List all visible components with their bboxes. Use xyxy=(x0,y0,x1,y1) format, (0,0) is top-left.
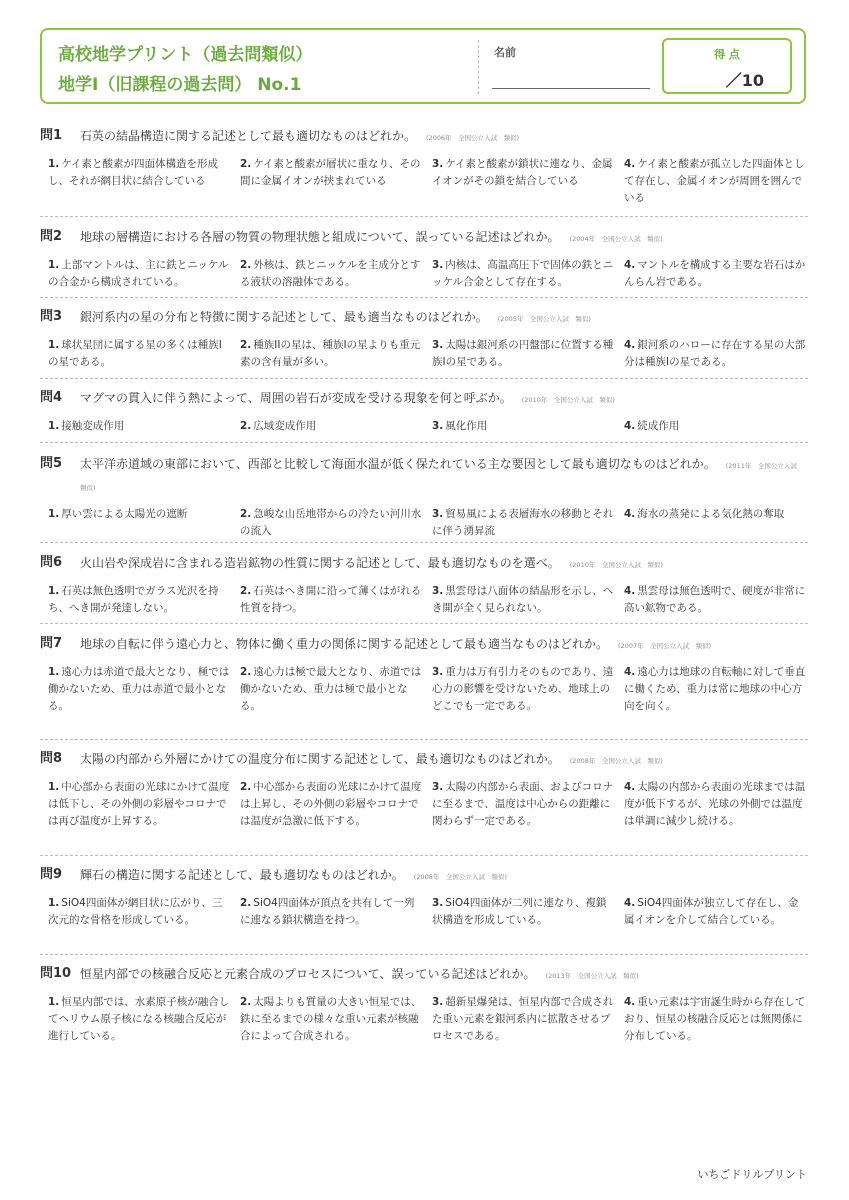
option-text: SiO4四面体が頂点を共有して一列に連なる鎖状構造を持つ。 xyxy=(240,897,415,926)
answer-option[interactable] xyxy=(432,337,614,371)
answer-option[interactable] xyxy=(432,895,614,929)
option-number: 2. xyxy=(240,781,252,793)
question-text: 石英の結晶構造に関する記述として最も適切なものはどれか。 xyxy=(80,129,417,143)
answer-option[interactable] xyxy=(48,994,230,1045)
option-text: 銀河系のハローに存在する星の大部分は種族Iの星である。 xyxy=(624,339,806,368)
option-number: 2. xyxy=(240,158,252,170)
option-text: 超新星爆発は、恒星内部で合成された重い元素を銀河系内に拡散させるプロセスである。 xyxy=(432,996,614,1042)
question-text: マグマの貫入に伴う熱によって、周囲の岩石が変成を受ける現象を何と呼ぶか。 xyxy=(80,391,512,405)
answer-option[interactable] xyxy=(432,583,614,617)
option-number: 2. xyxy=(240,897,252,909)
question-number: 問1 xyxy=(40,128,63,143)
option-number: 3. xyxy=(432,666,444,678)
option-text: 太陽の内部から表面の光球までは温度が低下するが、光球の外側では温度は単調に減少し続ける。 xyxy=(624,781,806,827)
question-separator xyxy=(40,954,808,955)
question-item xyxy=(40,964,808,1054)
question-heading xyxy=(40,749,808,771)
question-number: 問2 xyxy=(40,229,63,244)
option-number: 1. xyxy=(48,781,60,793)
question-source: (2005年 全国公立入試 類似) xyxy=(497,315,591,323)
answer-option[interactable] xyxy=(624,664,806,715)
question-item xyxy=(40,749,808,839)
answer-option[interactable] xyxy=(48,664,230,715)
option-text: 遠心力は地球の自転軸に対して垂直に働くため、重力は常に地球の中心方向を向く。 xyxy=(624,666,806,712)
option-number: 3. xyxy=(432,158,444,170)
option-text: SiO4四面体が網目状に広がり、三次元的な骨格を形成している。 xyxy=(48,897,223,926)
answer-option[interactable] xyxy=(48,506,230,523)
question-item xyxy=(40,227,808,317)
question-text: 恒星内部での核融合反応と元素合成のプロセスについて、誤っている記述はどれか。 xyxy=(80,967,536,981)
question-source: (2004年 全国公立入試 類似) xyxy=(569,235,663,243)
option-text: 中心部から表面の光球にかけて温度は上昇し、その外側の彩層やコロナでは温度が急激に低下する。 xyxy=(240,781,422,827)
question-separator xyxy=(40,216,808,217)
option-text: ケイ素と酸素が鎖状に連なり、金属イオンがその鎖を結合している xyxy=(432,158,613,187)
question-source: (2013年 全国公立入試 類似) xyxy=(545,972,639,980)
option-text: SiO4四面体が独立して存在し、金属イオンを介して結合している。 xyxy=(624,897,799,926)
option-number: 4. xyxy=(624,666,636,678)
question-heading xyxy=(40,454,808,498)
question-item xyxy=(40,126,808,216)
question-source: (2010年 全国公立入試 類似) xyxy=(521,396,615,404)
worksheet-subtitle: 地学Ⅰ（旧課程の過去問） No.1 xyxy=(58,75,302,95)
option-text: 急峻な山岳地帯からの冷たい河川水の流入 xyxy=(240,508,422,537)
answer-option[interactable] xyxy=(240,664,422,715)
question-number: 問8 xyxy=(40,751,63,766)
option-number: 1. xyxy=(48,420,60,432)
question-source: (2008年 全国公立入試 類似) xyxy=(413,873,507,881)
option-text: 石英は無色透明でガラス光沢を持ち、へき開が発達しない。 xyxy=(48,585,219,614)
answer-option[interactable] xyxy=(240,994,422,1045)
option-text: ケイ素と酸素が層状に重なり、その間に金属イオンが挟まれている xyxy=(240,158,421,187)
option-number: 4. xyxy=(624,996,636,1008)
option-number: 1. xyxy=(48,666,60,678)
answer-option[interactable] xyxy=(432,156,614,190)
option-number: 3. xyxy=(432,781,444,793)
option-text: SiO4四面体が二列に連なり、複鎖状構造を形成している。 xyxy=(432,897,607,926)
option-text: 広域変成作用 xyxy=(253,420,317,432)
answer-option[interactable] xyxy=(48,337,230,371)
option-text: 石英はへき開に沿って薄くはがれる性質を持つ。 xyxy=(240,585,422,614)
option-number: 1. xyxy=(48,158,60,170)
answer-option[interactable] xyxy=(624,895,806,929)
answer-option[interactable] xyxy=(624,506,806,523)
answer-option[interactable] xyxy=(432,257,614,291)
answer-option[interactable] xyxy=(624,337,806,371)
option-number: 2. xyxy=(240,339,252,351)
question-item xyxy=(40,307,808,397)
answer-option[interactable] xyxy=(48,156,230,190)
option-text: 厚い雲による太陽光の遮断 xyxy=(61,508,188,520)
option-number: 3. xyxy=(432,585,444,597)
question-source: (2006年 全国公立入試 類似) xyxy=(426,134,520,142)
question-text: 太平洋赤道域の東部において、西部と比較して海面水温が低く保たれている主な要因として最も適切なものはどれか。 xyxy=(80,457,716,471)
question-separator xyxy=(40,623,808,624)
question-text: 地球の層構造における各層の物質の物理状態と組成について、誤っている記述はどれか。 xyxy=(80,230,560,244)
option-text: 遠心力は極で最大となり、赤道では働かないため、重力は極で最小となる。 xyxy=(240,666,422,712)
option-text: 太陽は銀河系の円盤部に位置する種族Iの星である。 xyxy=(432,339,614,368)
answer-option[interactable] xyxy=(624,156,806,207)
question-item xyxy=(40,454,808,566)
option-text: ケイ素と酸素が孤立した四面体として存在し、金属イオンが周囲を囲んでいる xyxy=(624,158,805,204)
answer-option[interactable] xyxy=(240,583,422,617)
option-text: 貿易風による表層海水の移動とそれに伴う湧昇流 xyxy=(432,508,614,537)
option-text: 外核は、鉄とニッケルを主成分とする液状の溶融体である。 xyxy=(240,259,421,288)
option-number: 2. xyxy=(240,585,252,597)
option-text: 海水の蒸発による気化熱の奪取 xyxy=(637,508,785,520)
question-number: 問4 xyxy=(40,390,63,405)
option-number: 2. xyxy=(240,508,252,520)
question-number: 問9 xyxy=(40,867,63,882)
question-separator xyxy=(40,442,808,443)
question-source: (2010年 全国公立入試 類似) xyxy=(569,561,663,569)
option-number: 3. xyxy=(432,420,444,432)
option-text: 太陽よりも質量の大きい恒星では、鉄に至るまでの様々な重い元素が核融合によって合成される。 xyxy=(240,996,422,1042)
question-source: (2008年 全国公立入試 類似) xyxy=(569,757,663,765)
option-number: 4. xyxy=(624,259,636,271)
option-text: ケイ素と酸素が四面体構造を形成し、それが網目状に結合している xyxy=(48,158,219,187)
option-text: 中心部から表面の光球にかけて温度は低下し、その外側の彩層やコロナでは再び温度が上昇する。 xyxy=(48,781,230,827)
question-source: (2007年 全国公立入試 類似) xyxy=(618,642,712,650)
option-text: 続成作用 xyxy=(637,420,680,432)
option-number: 4. xyxy=(624,508,636,520)
option-number: 2. xyxy=(240,420,252,432)
option-number: 1. xyxy=(48,259,60,271)
footer-brand: いちごドリルプリント xyxy=(697,1168,807,1181)
question-item xyxy=(40,553,808,643)
question-text: 火山岩や深成岩に含まれる造岩鉱物の性質に関する記述として、最も適切なものを選べ。 xyxy=(80,556,560,570)
answer-options xyxy=(40,156,808,216)
question-text: 銀河系内の星の分布と特徴に関する記述として、最も適当なものはどれか。 xyxy=(80,310,488,324)
question-heading xyxy=(40,227,808,249)
answer-option[interactable] xyxy=(240,895,422,929)
option-text: 遠心力は赤道で最大となり、極では働かないため、重力は赤道で最小となる。 xyxy=(48,666,230,712)
answer-option[interactable] xyxy=(240,506,422,540)
option-text: 球状星団に属する星の多くは種族Iの星である。 xyxy=(48,339,222,368)
question-separator xyxy=(40,297,808,298)
worksheet-header xyxy=(40,28,806,104)
question-heading xyxy=(40,634,808,656)
option-text: 黒雲母は無色透明で、硬度が非常に高い鉱物である。 xyxy=(624,585,806,614)
answer-option[interactable] xyxy=(240,257,422,291)
question-source: (2011年 全国公立入試 類似) xyxy=(80,462,804,492)
option-number: 4. xyxy=(624,781,636,793)
question-number: 問6 xyxy=(40,555,63,570)
answer-option[interactable] xyxy=(624,994,806,1045)
question-heading xyxy=(40,388,808,410)
question-heading xyxy=(40,307,808,329)
option-number: 2. xyxy=(240,996,252,1008)
question-number: 問5 xyxy=(40,456,63,471)
answer-option[interactable] xyxy=(432,664,614,715)
question-separator xyxy=(40,855,808,856)
name-label: 名前 xyxy=(494,46,516,59)
option-number: 1. xyxy=(48,897,60,909)
option-number: 1. xyxy=(48,996,60,1008)
option-number: 3. xyxy=(432,259,444,271)
worksheet-title: 高校地学プリント（過去問類似） xyxy=(58,45,313,65)
answer-option[interactable] xyxy=(432,994,614,1045)
answer-options xyxy=(40,994,808,1054)
option-number: 3. xyxy=(432,339,444,351)
answer-option[interactable] xyxy=(432,418,614,435)
score-value: ／10 xyxy=(725,71,764,90)
option-text: 風化作用 xyxy=(445,420,488,432)
option-number: 1. xyxy=(48,585,60,597)
option-number: 4. xyxy=(624,585,636,597)
option-text: 内核は、高温高圧下で固体の鉄とニッケル合金として存在する。 xyxy=(432,259,614,288)
option-text: マントルを構成する主要な岩石はかんらん岩である。 xyxy=(624,259,806,288)
question-heading xyxy=(40,865,808,887)
option-text: 上部マントルは、主に鉄とニッケルの合金から構成されている。 xyxy=(48,259,229,288)
answer-option[interactable] xyxy=(624,583,806,617)
option-text: 種族IIの星は、種族Iの星よりも重元素の含有量が多い。 xyxy=(240,339,421,368)
option-number: 3. xyxy=(432,508,444,520)
option-text: 重力は万有引力そのものであり、遠心力の影響を受けないため、地球上のどこでも一定である。 xyxy=(432,666,614,712)
option-number: 3. xyxy=(432,897,444,909)
question-heading xyxy=(40,964,808,986)
option-number: 4. xyxy=(624,420,636,432)
option-number: 1. xyxy=(48,508,60,520)
question-number: 問3 xyxy=(40,309,63,324)
answer-option[interactable] xyxy=(48,418,230,435)
answer-option[interactable] xyxy=(48,895,230,929)
question-separator xyxy=(40,739,808,740)
question-separator xyxy=(40,542,808,543)
answer-options xyxy=(40,779,808,839)
header-divider xyxy=(478,40,479,94)
question-heading xyxy=(40,553,808,575)
answer-option[interactable] xyxy=(240,156,422,190)
answer-option[interactable] xyxy=(432,779,614,830)
answer-option[interactable] xyxy=(624,418,806,435)
question-text: 地球の自転に伴う遠心力と、物体に働く重力の関係に関する記述として最も適当なものはどれか。 xyxy=(80,637,609,651)
option-text: 接触変成作用 xyxy=(61,420,125,432)
question-number: 問7 xyxy=(40,636,63,651)
option-text: 黒雲母は八面体の結晶形を示し、へき開が全く見られない。 xyxy=(432,585,614,614)
question-number: 問10 xyxy=(40,966,72,981)
answer-options xyxy=(40,664,808,724)
option-number: 2. xyxy=(240,666,252,678)
score-box xyxy=(662,38,792,94)
question-item xyxy=(40,634,808,724)
answer-option[interactable] xyxy=(240,337,422,371)
option-number: 1. xyxy=(48,339,60,351)
answer-option[interactable] xyxy=(432,506,614,540)
question-text: 輝石の構造に関する記述として、最も適切なものはどれか。 xyxy=(80,868,404,882)
name-field[interactable] xyxy=(492,88,650,89)
answer-option[interactable] xyxy=(240,418,422,435)
answer-option[interactable] xyxy=(48,257,230,291)
option-number: 4. xyxy=(624,339,636,351)
answer-option[interactable] xyxy=(240,779,422,830)
question-separator xyxy=(40,378,808,379)
option-text: 太陽の内部から表面、およびコロナに至るまで、温度は中心からの距離に関わらず一定である。 xyxy=(432,781,614,827)
answer-option[interactable] xyxy=(624,257,806,291)
question-text: 太陽の内部から外層にかけての温度分布に関する記述として、最も適切なものはどれか。 xyxy=(80,752,560,766)
answer-option[interactable] xyxy=(624,779,806,830)
score-label: 得 点 xyxy=(714,48,740,61)
answer-option[interactable] xyxy=(48,583,230,617)
option-number: 4. xyxy=(624,158,636,170)
option-number: 2. xyxy=(240,259,252,271)
option-text: 重い元素は宇宙誕生時から存在しており、恒星の核融合反応とは無関係に分布している。 xyxy=(624,996,806,1042)
question-item xyxy=(40,865,808,955)
answer-option[interactable] xyxy=(48,779,230,830)
answer-options xyxy=(40,895,808,955)
option-number: 3. xyxy=(432,996,444,1008)
question-heading xyxy=(40,126,808,148)
option-number: 4. xyxy=(624,897,636,909)
option-text: 恒星内部では、水素原子核が融合してヘリウム原子核になる核融合反応が進行している。 xyxy=(48,996,230,1042)
